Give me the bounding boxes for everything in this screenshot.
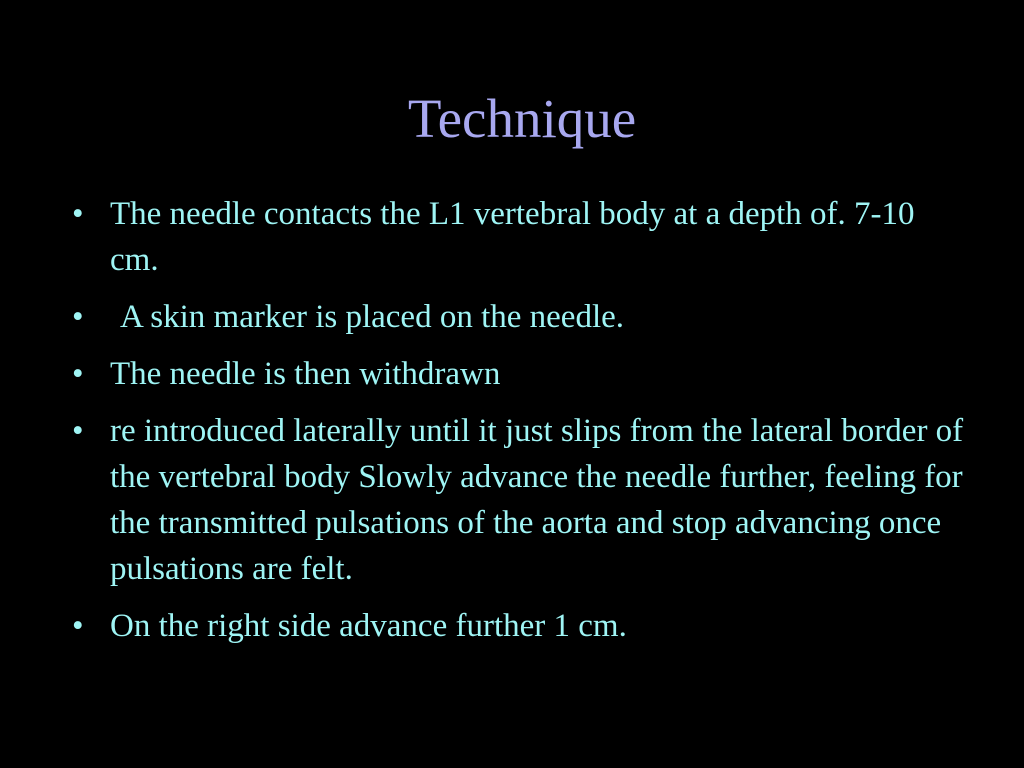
- bullet-text: A skin marker is placed on the needle.: [120, 299, 625, 335]
- list-item: [70, 191, 970, 283]
- bullet-text: The needle is then withdrawn: [110, 356, 501, 392]
- bullet-text: The needle contacts the L1 vertebral body at a depth of. 7-10 cm.: [110, 196, 915, 278]
- bullet-text: On the right side advance further 1 cm.: [110, 608, 627, 644]
- list-item: [70, 351, 970, 397]
- list-item: [70, 408, 970, 592]
- bullet-icon: •: [72, 413, 84, 449]
- list-item: [70, 294, 970, 340]
- bullet-icon: •: [72, 196, 84, 232]
- bullet-icon: •: [72, 608, 84, 644]
- bullet-icon: •: [72, 299, 84, 335]
- bullet-text: re introduced laterally until it just slips from the lateral border of the vertebral body Slowly advance the needle further, feeling for the transmitted pulsations of the aorta and stop advancing once pulsations are felt.: [110, 413, 964, 587]
- list-item: [70, 603, 970, 649]
- slide-title: Technique: [407, 88, 637, 149]
- bullet-list: [70, 191, 970, 660]
- bullet-icon: •: [72, 356, 84, 392]
